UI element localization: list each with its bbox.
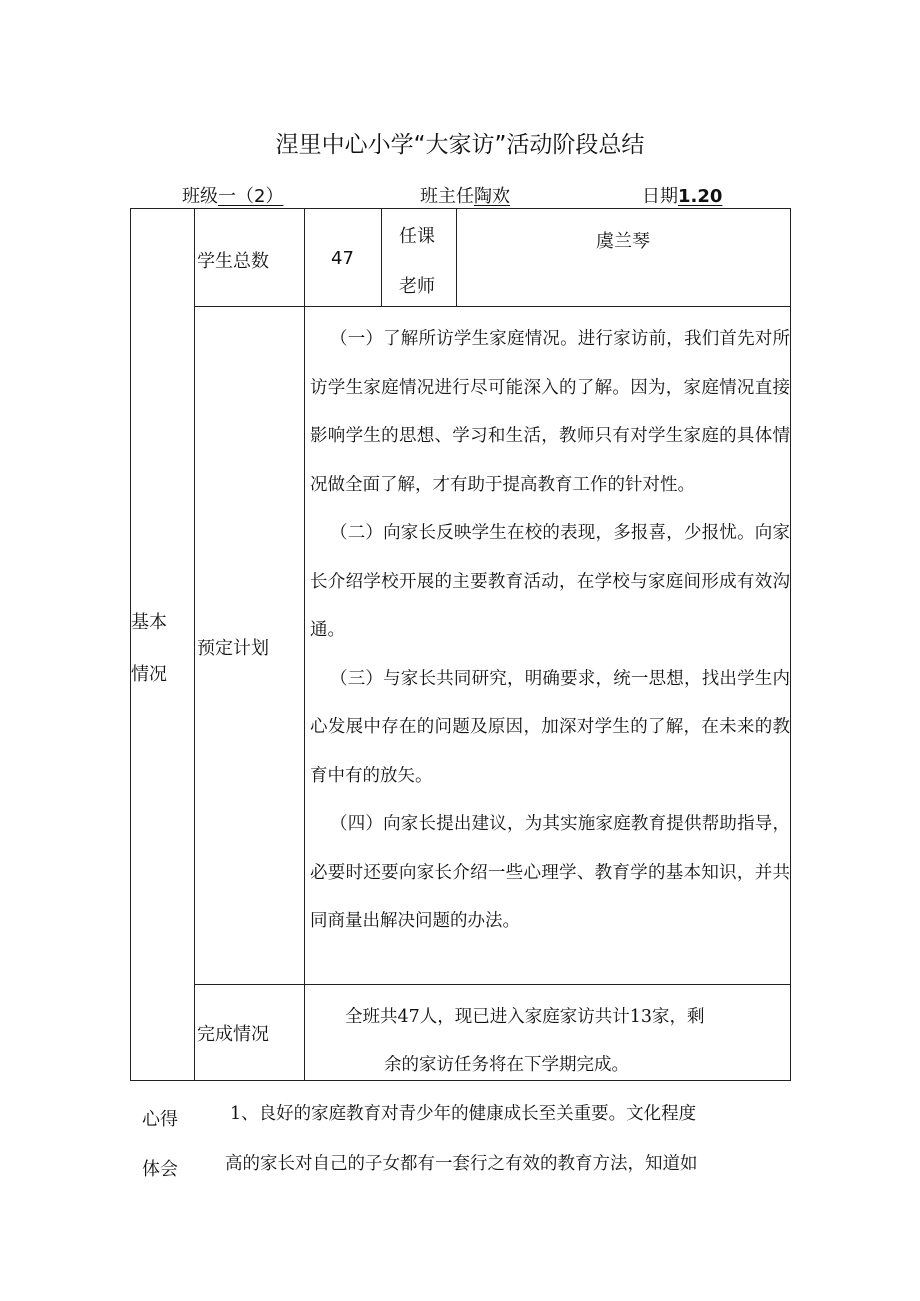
course-teacher-label-2: 老师	[399, 276, 435, 297]
course-teacher-label-1: 任课	[399, 226, 435, 247]
plan-label: 预定计划	[197, 638, 269, 659]
completion-line-1: 全班共47人，现已进入家庭家访共计13家，剩	[345, 1007, 705, 1027]
table-col-divider	[381, 208, 382, 306]
students-total-label: 学生总数	[197, 251, 269, 272]
date-label: 日期	[642, 186, 678, 207]
reflection-line-2: 高的家长对自己的子女都有一套行之有效的教育方法，知道如	[225, 1154, 698, 1174]
table-border-bottom	[130, 1080, 791, 1081]
table-col-divider	[304, 208, 305, 1081]
table-border-top	[130, 208, 791, 209]
completion-line-2: 余的家访任务将在下学期完成。	[384, 1055, 629, 1075]
class-value: 一（2）	[218, 186, 284, 207]
date-field	[642, 182, 722, 208]
plan-paragraph: （二）向家长反映学生在校的表现，多报喜，少报忧。向家长介绍学校开展的主要教育活动，在学校与家庭间形成有效沟通。	[310, 523, 790, 640]
table-col-divider	[194, 208, 195, 1081]
head-teacher-label: 班主任	[420, 186, 474, 207]
plan-paragraph: （一）了解所访学生家庭情况。进行家访前，我们首先对所访学生家庭情况进行尽可能深入的了解。因为，家庭情况直接影响学生的思想、学习和生活，教师只有对学生家庭的具体情况做全面了解，才有助于提高教育工作的针对性。	[310, 329, 790, 495]
class-field	[182, 182, 283, 208]
table-row-divider	[194, 306, 791, 307]
course-teacher-value: 虞兰琴	[596, 231, 650, 252]
plan-paragraph: （三）与家长共同研究，明确要求，统一思想，找出学生内心发展中存在的问题及原因，加深对学生的了解，在未来的教育中有的放矢。	[310, 668, 790, 786]
section-label-basic: 基本	[131, 612, 167, 633]
plan-paragraph: （四）向家长提出建议，为其实施家庭教育提供帮助指导，必要时还要向家长介绍一些心理学、教育学的基本知识，并共同商量出解决问题的办法。	[310, 814, 790, 931]
reflection-label-1: 心得	[142, 1109, 178, 1130]
head-teacher-value: 陶欢	[474, 186, 510, 207]
plan-content	[310, 315, 790, 946]
students-total-value: 47	[331, 248, 354, 269]
page-title: 涅里中心小学“大家访”活动阶段总结	[275, 132, 645, 158]
table-row-divider	[194, 984, 791, 985]
table-col-divider	[456, 208, 457, 306]
section-label-situation: 情况	[131, 664, 167, 685]
class-label: 班级	[182, 186, 218, 207]
reflection-label-2: 体会	[142, 1159, 178, 1180]
head-teacher-field	[420, 182, 510, 208]
table-border-left	[130, 208, 131, 1081]
completion-label: 完成情况	[197, 1024, 269, 1045]
date-value: 1.20	[678, 186, 723, 207]
table-border-right	[790, 208, 791, 1081]
reflection-line-1: 1、良好的家庭教育对青少年的健康成长至关重要。文化程度	[230, 1104, 697, 1124]
